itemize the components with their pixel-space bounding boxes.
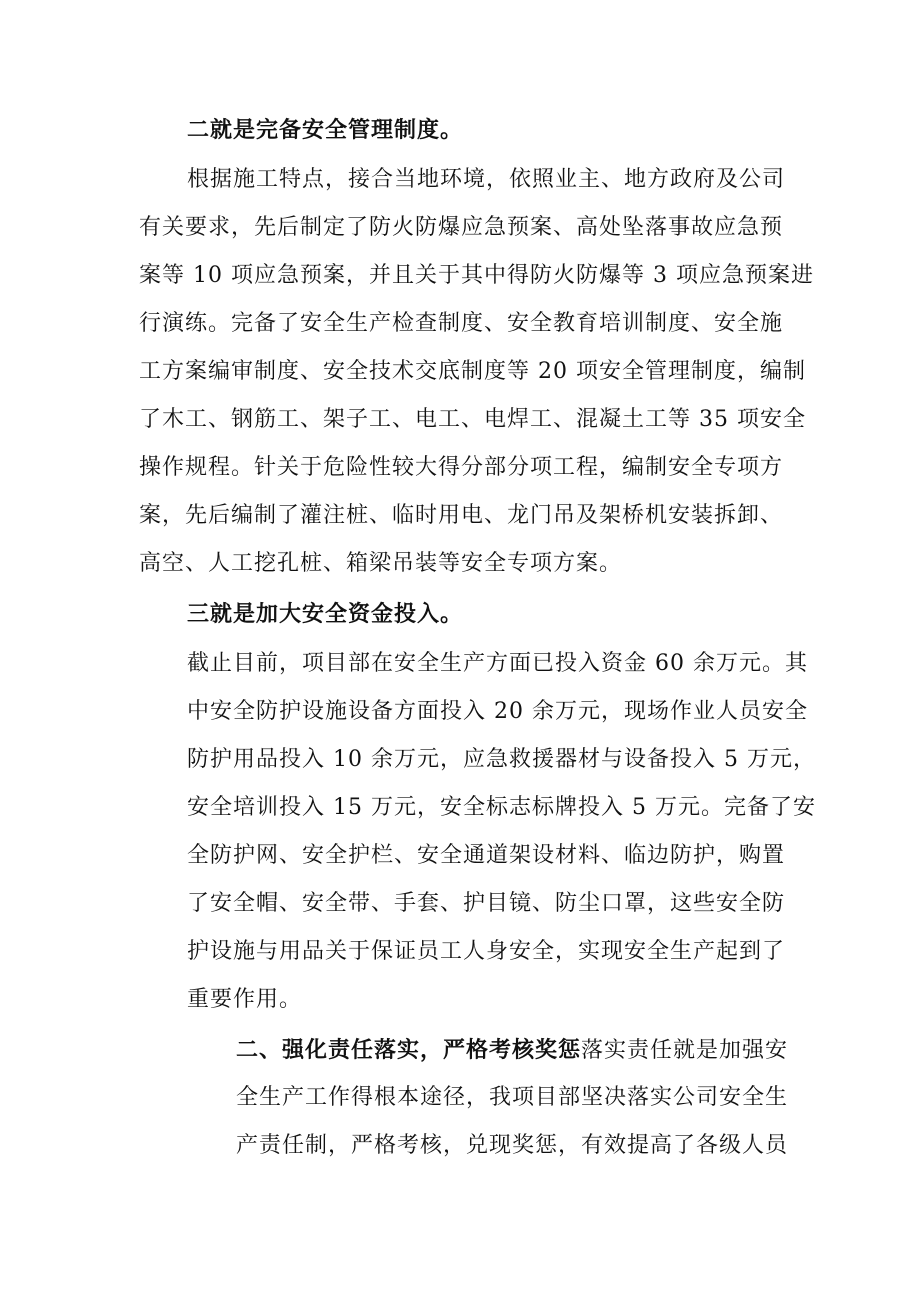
paragraph-line: 操作规程。针关于危险性较大得分部分项工程，编制安全专项方 (139, 455, 784, 480)
paragraph-line: 截止目前，项目部在安全生产方面已投入资金 60 余万元。其 (187, 651, 808, 676)
paragraph-line: 高空、人工挖孔桩、箱梁吊装等安全专项方案。 (139, 551, 623, 576)
paragraph-line: 工方案编审制度、安全技术交底制度等 20 项安全管理制度，编制 (139, 359, 806, 384)
section-heading: 三就是加大安全资金投入。 (187, 601, 464, 627)
paragraph-line: 防护用品投入 10 余万元，应急救援器材与设备投入 5 万元， (187, 747, 816, 772)
paragraph-line: 行演练。完备了安全生产检查制度、安全教育培训制度、安全施 (139, 311, 784, 336)
paragraph-line: 产责任制，严格考核，兑现奖惩，有效提高了各级人员 (236, 1133, 789, 1158)
paragraph-line: 重要作用。 (187, 987, 303, 1012)
paragraph-line: 了木工、钢筋工、架子工、电工、电焊工、混凝土工等 35 项安全 (139, 407, 806, 432)
paragraph-line: 有关要求，先后制定了防火防爆应急预案、高处坠落事故应急预 (139, 215, 784, 240)
section-heading-bold: 二、强化责任落实，严格考核奖惩 (236, 1037, 582, 1063)
paragraph-line: 全生产工作得根本途径，我项目部坚决落实公司安全生 (236, 1085, 789, 1110)
section-heading: 二就是完备安全管理制度。 (187, 117, 464, 143)
section-heading-line (236, 1032, 788, 1069)
paragraph-line: 全防护网、安全护栏、安全通道架设材料、临边防护，购置 (187, 843, 786, 868)
paragraph-line: 案等 10 项应急预案，并且关于其中得防火防爆等 3 项应急预案进 (139, 263, 814, 288)
paragraph-line: 安全培训投入 15 万元，安全标志标牌投入 5 万元。完备了安 (187, 795, 816, 820)
paragraph-line: 案，先后编制了灌注桩、临时用电、龙门吊及架桥机安装拆卸、 (139, 503, 784, 528)
section-heading-continuation: 落实责任就是加强安 (581, 1038, 789, 1063)
paragraph-line: 护设施与用品关于保证员工人身安全，实现安全生产起到了 (187, 939, 786, 964)
paragraph-line: 中安全防护设施设备方面投入 20 余万元，现场作业人员安全 (187, 699, 808, 724)
paragraph-line: 了安全帽、安全带、手套、护目镜、防尘口罩，这些安全防 (187, 891, 786, 916)
paragraph-line: 根据施工特点，接合当地环境，依照业主、地方政府及公司 (187, 167, 786, 192)
